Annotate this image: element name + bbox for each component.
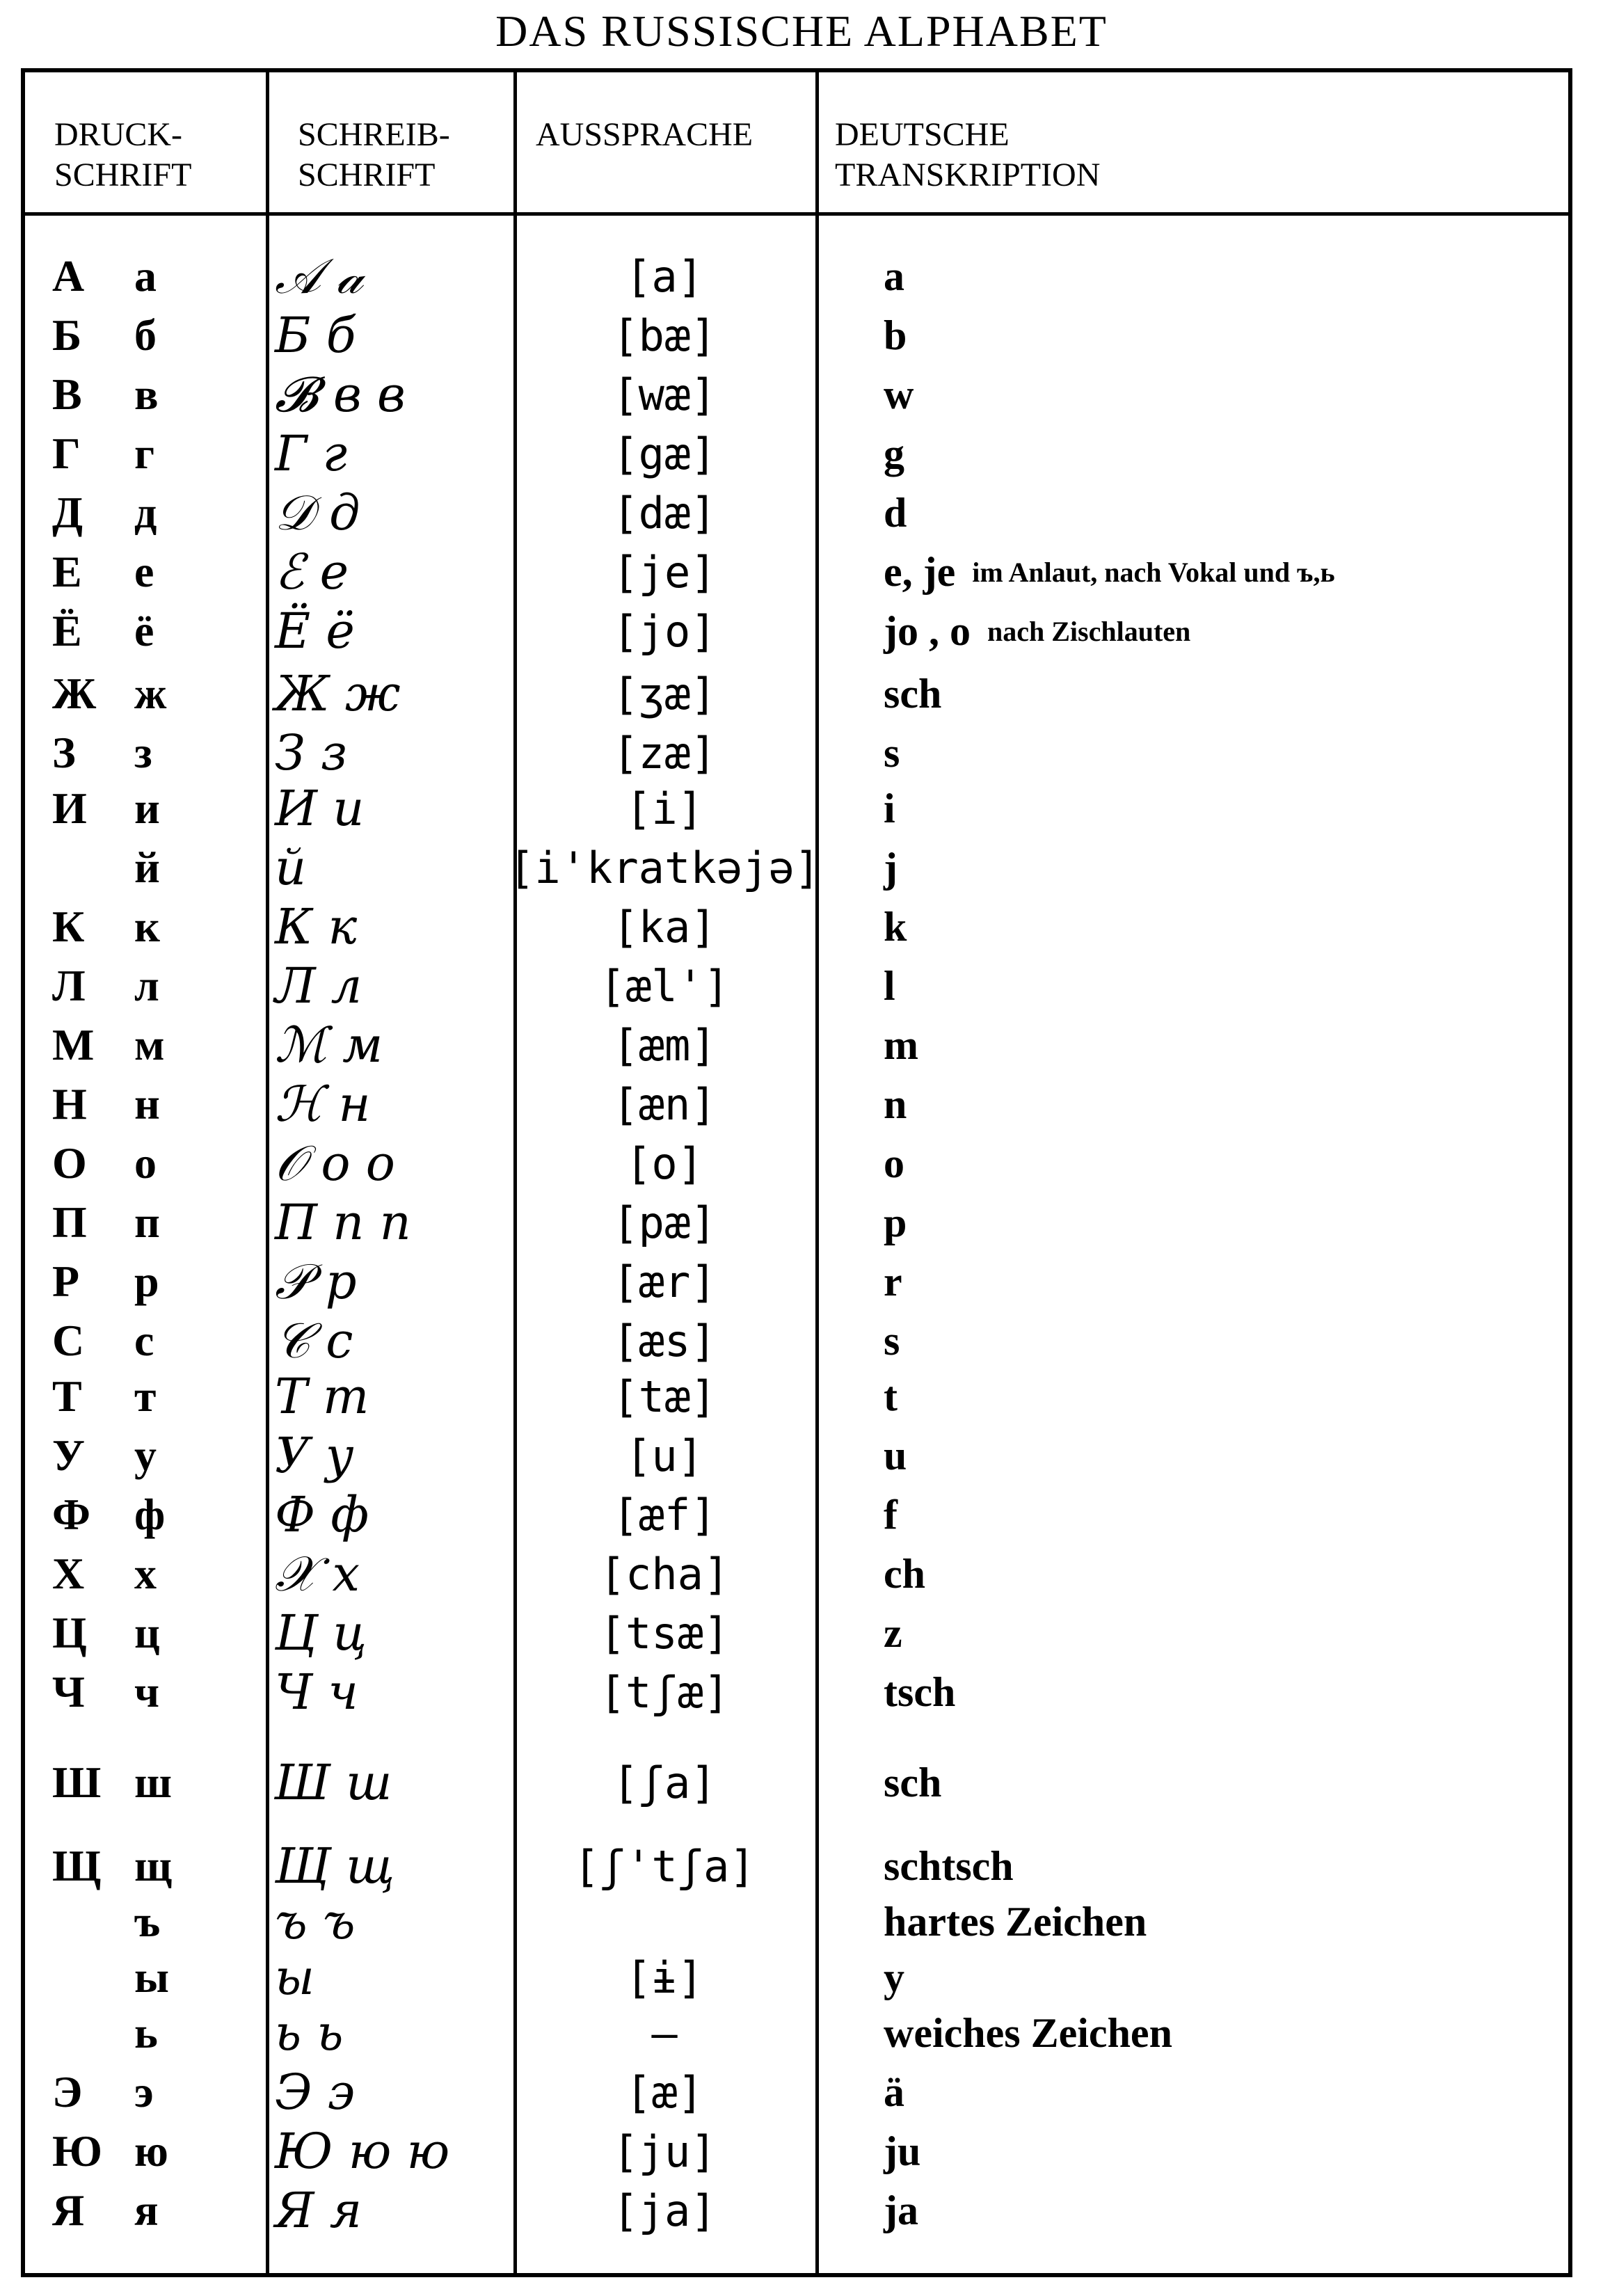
uppercase-letter: Ч bbox=[52, 1667, 85, 1716]
pronunciation-cell: [ja] bbox=[612, 2185, 717, 2236]
pronunciation-cell: [ʃ'tʃa] bbox=[573, 1840, 756, 1892]
page-title: DAS RUSSISCHE ALPHABET bbox=[495, 6, 1108, 56]
uppercase-letter: Ф bbox=[52, 1490, 90, 1539]
pronunciation-cell: [ʃa] bbox=[612, 1757, 717, 1808]
script-letter-cell: 𝒪 о о bbox=[275, 1134, 395, 1192]
lowercase-letter: е bbox=[134, 547, 154, 596]
print-letter-cell bbox=[52, 2181, 261, 2240]
print-letter-cell bbox=[52, 1837, 261, 1895]
table-row bbox=[0, 1485, 1603, 1544]
transcription-cell bbox=[884, 1663, 1565, 1721]
transcription-cell bbox=[884, 1948, 1565, 2007]
uppercase-letter: З bbox=[52, 728, 76, 777]
transcription-text: a bbox=[884, 253, 904, 299]
script-letter-cell: Ш ш bbox=[275, 1754, 392, 1811]
pronunciation-cell: [i'kratkəjə] bbox=[509, 842, 820, 893]
lowercase-letter: я bbox=[134, 2185, 159, 2235]
table-row bbox=[0, 1663, 1603, 1721]
script-letter-cell: 𝒜 𝒶 bbox=[275, 247, 363, 305]
transcription-text: hartes Zeichen bbox=[884, 1898, 1147, 1945]
transcription-cell bbox=[884, 306, 1565, 365]
script-letter-cell: Э э bbox=[275, 2064, 356, 2121]
header-divider bbox=[21, 212, 1572, 216]
lowercase-letter: й bbox=[134, 843, 160, 892]
transcription-cell bbox=[884, 957, 1565, 1015]
uppercase-letter: С bbox=[52, 1316, 85, 1365]
print-letter-cell bbox=[52, 2004, 261, 2062]
table-row bbox=[0, 602, 1603, 660]
pronunciation-cell: [ka] bbox=[612, 901, 717, 952]
header-pronunciation: AUSSPRACHE bbox=[536, 116, 753, 153]
transcription-cell bbox=[884, 1892, 1565, 1951]
transcription-text: ja bbox=[884, 2187, 918, 2233]
transcription-cell bbox=[884, 424, 1565, 483]
pronunciation-cell: [ær] bbox=[612, 1256, 717, 1307]
lowercase-letter: т bbox=[134, 1371, 157, 1421]
header-script: SCHREIB- SCHRIFT bbox=[298, 116, 450, 193]
table-row bbox=[0, 1075, 1603, 1133]
uppercase-letter: Ж bbox=[52, 669, 97, 718]
uppercase-letter: Ё bbox=[52, 606, 82, 655]
transcription-text: y bbox=[884, 1954, 904, 2000]
print-letter-cell bbox=[52, 2063, 261, 2121]
print-letter-cell bbox=[52, 1426, 261, 1485]
table-row bbox=[0, 543, 1603, 601]
transcription-text: p bbox=[884, 1199, 907, 1245]
uppercase-letter: Д bbox=[52, 488, 83, 537]
uppercase-letter: Х bbox=[52, 1549, 85, 1598]
script-letter-cell: К к bbox=[275, 898, 358, 955]
table-row bbox=[0, 1837, 1603, 1895]
transcription-cell bbox=[884, 664, 1565, 723]
script-letter-cell: ъ ъ bbox=[275, 1893, 356, 1950]
transcription-cell bbox=[884, 2181, 1565, 2240]
transcription-text: l bbox=[884, 962, 895, 1009]
lowercase-letter: ц bbox=[134, 1608, 160, 1657]
uppercase-letter: Л bbox=[52, 961, 86, 1010]
script-letter-cell: Б б bbox=[275, 307, 356, 364]
script-letter-cell: Т т bbox=[275, 1368, 369, 1425]
transcription-cell bbox=[884, 365, 1565, 424]
script-letter-cell: Ц ц bbox=[275, 1604, 367, 1661]
uppercase-letter: У bbox=[52, 1430, 85, 1480]
transcription-text: z bbox=[884, 1609, 902, 1656]
table-row bbox=[0, 2063, 1603, 2121]
transcription-text: i bbox=[884, 785, 895, 831]
lowercase-letter: а bbox=[134, 251, 157, 301]
transcription-cell bbox=[884, 2063, 1565, 2121]
pronunciation-cell: [jo] bbox=[612, 605, 717, 657]
script-letter-cell: Я я bbox=[275, 2182, 362, 2239]
transcription-text: jo , o bbox=[884, 607, 971, 654]
uppercase-letter: А bbox=[52, 251, 85, 301]
table-row bbox=[0, 1252, 1603, 1311]
transcription-text: g bbox=[884, 430, 904, 477]
print-letter-cell bbox=[52, 602, 261, 660]
pronunciation-cell: [ɨ] bbox=[625, 1952, 703, 2003]
uppercase-letter: Г bbox=[52, 429, 81, 478]
lowercase-letter: к bbox=[134, 902, 160, 951]
script-letter-cell: 𝒞 с bbox=[275, 1312, 353, 1369]
transcription-text: m bbox=[884, 1021, 918, 1068]
pronunciation-cell: [æf] bbox=[612, 1489, 717, 1540]
lowercase-letter: г bbox=[134, 429, 155, 478]
transcription-cell bbox=[884, 247, 1565, 305]
table-row bbox=[0, 779, 1603, 838]
print-letter-cell bbox=[52, 1134, 261, 1193]
script-letter-cell: 𝓑 в в bbox=[275, 365, 406, 423]
transcription-text: s bbox=[884, 729, 900, 776]
lowercase-letter: ь bbox=[134, 2008, 158, 2057]
lowercase-letter: л bbox=[134, 961, 159, 1010]
script-letter-cell: Ё ё bbox=[275, 603, 355, 660]
pronunciation-cell: [o] bbox=[625, 1138, 703, 1189]
print-letter-cell bbox=[52, 664, 261, 723]
print-letter-cell bbox=[52, 1545, 261, 1603]
table-row bbox=[0, 2181, 1603, 2240]
lowercase-letter: ъ bbox=[134, 1897, 161, 1946]
table-row bbox=[0, 484, 1603, 542]
table-row bbox=[0, 1016, 1603, 1074]
print-letter-cell bbox=[52, 1485, 261, 1544]
lowercase-letter: о bbox=[134, 1138, 157, 1188]
print-letter-cell bbox=[52, 247, 261, 305]
transcription-text: ch bbox=[884, 1550, 925, 1597]
lowercase-letter: ё bbox=[134, 606, 154, 655]
transcription-cell bbox=[884, 1837, 1565, 1895]
print-letter-cell bbox=[52, 1892, 261, 1951]
script-letter-cell: З з bbox=[275, 724, 348, 781]
pronunciation-cell: [tsæ] bbox=[599, 1607, 730, 1659]
lowercase-letter: х bbox=[134, 1549, 157, 1598]
print-letter-cell bbox=[52, 543, 261, 601]
transcription-text: tsch bbox=[884, 1668, 956, 1715]
transcription-text: sch bbox=[884, 1759, 942, 1805]
print-letter-cell bbox=[52, 484, 261, 542]
lowercase-letter: и bbox=[134, 783, 160, 833]
lowercase-letter: р bbox=[134, 1257, 159, 1306]
print-letter-cell bbox=[52, 1753, 261, 1812]
table-row bbox=[0, 1604, 1603, 1662]
header-print: DRUCK- SCHRIFT bbox=[54, 116, 192, 193]
transcription-text: schtsch bbox=[884, 1842, 1014, 1889]
transcription-cell bbox=[884, 779, 1565, 838]
script-letter-cell: У у bbox=[275, 1427, 354, 1484]
print-letter-cell bbox=[52, 1193, 261, 1252]
uppercase-letter: Н bbox=[52, 1079, 87, 1129]
table-row bbox=[0, 424, 1603, 483]
uppercase-letter: К bbox=[52, 902, 85, 951]
transcription-text: w bbox=[884, 371, 914, 417]
table-row bbox=[0, 724, 1603, 782]
transcription-cell bbox=[884, 1545, 1565, 1603]
print-letter-cell bbox=[52, 724, 261, 782]
table-row bbox=[0, 898, 1603, 956]
transcription-cell bbox=[884, 1367, 1565, 1426]
table-row bbox=[0, 1545, 1603, 1603]
pronunciation-cell: [gæ] bbox=[612, 428, 717, 479]
lowercase-letter: ж bbox=[134, 669, 167, 718]
uppercase-letter: И bbox=[52, 783, 87, 833]
table-row bbox=[0, 306, 1603, 365]
table-row bbox=[0, 1312, 1603, 1370]
script-letter-cell: П п п bbox=[275, 1194, 411, 1251]
script-letter-cell: ы bbox=[275, 1949, 315, 2006]
transcription-cell bbox=[884, 898, 1565, 956]
table-row bbox=[0, 2004, 1603, 2062]
uppercase-letter: Т bbox=[52, 1371, 82, 1421]
transcription-note: im Anlaut, nach Vokal und ъ,ь bbox=[972, 556, 1335, 588]
pronunciation-cell: [bæ] bbox=[612, 310, 717, 361]
pronunciation-cell: [tæ] bbox=[612, 1371, 717, 1422]
pronunciation-cell: [æn] bbox=[612, 1078, 717, 1130]
transcription-text: sch bbox=[884, 670, 942, 717]
lowercase-letter: м bbox=[134, 1020, 165, 1069]
print-letter-cell bbox=[52, 306, 261, 365]
transcription-cell bbox=[884, 1075, 1565, 1133]
script-letter-cell: 𝒟 д bbox=[275, 484, 360, 541]
print-letter-cell bbox=[52, 1312, 261, 1370]
script-letter-cell: ℋ н bbox=[275, 1076, 371, 1133]
pronunciation-cell: [je] bbox=[612, 546, 717, 598]
script-letter-cell: Ч ч bbox=[275, 1664, 358, 1721]
lowercase-letter: д bbox=[134, 488, 157, 537]
pronunciation-cell: [i] bbox=[625, 783, 703, 834]
uppercase-letter: Б bbox=[52, 310, 82, 360]
pronunciation-cell: [wæ] bbox=[612, 369, 717, 420]
lowercase-letter: б bbox=[134, 310, 157, 360]
transcription-cell bbox=[884, 1426, 1565, 1485]
lowercase-letter: п bbox=[134, 1197, 160, 1247]
script-letter-cell: ℳ м bbox=[275, 1017, 383, 1074]
print-letter-cell bbox=[52, 1663, 261, 1721]
print-letter-cell bbox=[52, 1604, 261, 1662]
uppercase-letter: Ш bbox=[52, 1757, 102, 1807]
transcription-text: n bbox=[884, 1081, 907, 1127]
transcription-text: t bbox=[884, 1373, 898, 1419]
uppercase-letter: Р bbox=[52, 1257, 80, 1306]
uppercase-letter: М bbox=[52, 1020, 95, 1069]
script-letter-cell: Щ щ bbox=[275, 1837, 395, 1895]
table-row bbox=[0, 838, 1603, 897]
uppercase-letter: Щ bbox=[52, 1841, 102, 1890]
header-transcription: DEUTSCHE TRANSKRIPTION bbox=[835, 116, 1101, 193]
table-row bbox=[0, 1367, 1603, 1426]
print-letter-cell bbox=[52, 1948, 261, 2007]
transcription-cell bbox=[884, 602, 1565, 660]
pronunciation-cell: [ʒæ] bbox=[612, 668, 717, 719]
lowercase-letter: в bbox=[134, 369, 159, 419]
print-letter-cell bbox=[52, 365, 261, 424]
print-letter-cell bbox=[52, 838, 261, 897]
transcription-cell bbox=[884, 1193, 1565, 1252]
table-row bbox=[0, 1426, 1603, 1485]
transcription-cell bbox=[884, 724, 1565, 782]
script-letter-cell: 𝒳 х bbox=[275, 1545, 360, 1602]
uppercase-letter: Я bbox=[52, 2185, 85, 2235]
print-letter-cell bbox=[52, 1075, 261, 1133]
transcription-text: f bbox=[884, 1491, 898, 1538]
pronunciation-cell bbox=[518, 1892, 811, 1951]
uppercase-letter: О bbox=[52, 1138, 87, 1188]
transcription-text: e, je bbox=[884, 548, 956, 595]
transcription-cell bbox=[884, 838, 1565, 897]
pronunciation-cell: [u] bbox=[625, 1430, 703, 1481]
transcription-cell bbox=[884, 1134, 1565, 1193]
uppercase-letter: Ю bbox=[52, 2126, 103, 2176]
transcription-cell bbox=[884, 2004, 1565, 2062]
script-letter-cell: й bbox=[275, 839, 307, 896]
table-row bbox=[0, 247, 1603, 305]
print-letter-cell bbox=[52, 957, 261, 1015]
transcription-text: o bbox=[884, 1140, 904, 1186]
transcription-text: d bbox=[884, 489, 907, 536]
pronunciation-cell: [æl'] bbox=[599, 960, 730, 1012]
script-letter-cell: 𝒫 р bbox=[275, 1252, 357, 1310]
table-row bbox=[0, 365, 1603, 424]
transcription-text: r bbox=[884, 1258, 902, 1305]
transcription-cell bbox=[884, 1604, 1565, 1662]
transcription-text: u bbox=[884, 1432, 907, 1478]
pronunciation-cell: [a] bbox=[625, 250, 703, 302]
pronunciation-cell: [dæ] bbox=[612, 487, 717, 539]
lowercase-letter: ю bbox=[134, 2126, 168, 2176]
pronunciation-cell: [ju] bbox=[612, 2126, 717, 2177]
lowercase-letter: з bbox=[134, 728, 152, 777]
transcription-text: j bbox=[884, 844, 898, 891]
transcription-cell bbox=[884, 1753, 1565, 1812]
print-letter-cell bbox=[52, 1367, 261, 1426]
table-row bbox=[0, 1753, 1603, 1812]
transcription-cell bbox=[884, 1312, 1565, 1370]
lowercase-letter: ф bbox=[134, 1490, 166, 1539]
lowercase-letter: ч bbox=[134, 1667, 160, 1716]
transcription-cell bbox=[884, 1016, 1565, 1074]
lowercase-letter: ы bbox=[134, 1952, 169, 2002]
transcription-cell bbox=[884, 484, 1565, 542]
transcription-cell bbox=[884, 1485, 1565, 1544]
transcription-cell bbox=[884, 2122, 1565, 2181]
pronunciation-cell: [zæ] bbox=[612, 727, 717, 779]
print-letter-cell bbox=[52, 898, 261, 956]
script-letter-cell: Ю ю ю bbox=[275, 2123, 450, 2180]
table-row bbox=[0, 1892, 1603, 1951]
script-letter-cell: ℰ е bbox=[275, 543, 349, 600]
print-letter-cell bbox=[52, 1016, 261, 1074]
transcription-text: b bbox=[884, 312, 907, 358]
script-letter-cell: ь ь bbox=[275, 2004, 344, 2062]
pronunciation-cell: [æ] bbox=[625, 2066, 703, 2118]
transcription-text: ä bbox=[884, 2068, 904, 2115]
lowercase-letter: с bbox=[134, 1316, 154, 1365]
script-letter-cell: Ж ж bbox=[275, 665, 401, 722]
pronunciation-cell: [pæ] bbox=[612, 1197, 717, 1248]
table-row bbox=[0, 957, 1603, 1015]
uppercase-letter: Ц bbox=[52, 1608, 87, 1657]
print-letter-cell bbox=[52, 424, 261, 483]
transcription-note: nach Zischlauten bbox=[987, 615, 1191, 647]
lowercase-letter: у bbox=[134, 1430, 157, 1480]
script-letter-cell: И и bbox=[275, 780, 365, 837]
print-letter-cell bbox=[52, 2122, 261, 2181]
transcription-cell bbox=[884, 1252, 1565, 1311]
table-row bbox=[0, 1134, 1603, 1193]
lowercase-letter: э bbox=[134, 2067, 154, 2116]
transcription-cell bbox=[884, 543, 1565, 601]
table-row bbox=[0, 2122, 1603, 2181]
pronunciation-cell: [æm] bbox=[612, 1019, 717, 1071]
transcription-text: weiches Zeichen bbox=[884, 2009, 1172, 2056]
uppercase-letter: Е bbox=[52, 547, 82, 596]
table-row bbox=[0, 664, 1603, 723]
pronunciation-cell: [æs] bbox=[612, 1315, 717, 1366]
transcription-text: k bbox=[884, 903, 907, 950]
lowercase-letter: щ bbox=[134, 1841, 173, 1890]
print-letter-cell bbox=[52, 1252, 261, 1311]
transcription-text: ju bbox=[884, 2128, 921, 2174]
pronunciation-cell: – bbox=[651, 2007, 678, 2059]
script-letter-cell: Г г bbox=[275, 425, 347, 482]
transcription-text: s bbox=[884, 1317, 900, 1364]
uppercase-letter: П bbox=[52, 1197, 87, 1247]
print-letter-cell bbox=[52, 779, 261, 838]
uppercase-letter: Э bbox=[52, 2067, 83, 2116]
table-row bbox=[0, 1193, 1603, 1252]
script-letter-cell: Л л bbox=[275, 957, 362, 1014]
lowercase-letter: ш bbox=[134, 1757, 173, 1807]
table-row bbox=[0, 1948, 1603, 2007]
pronunciation-cell: [tʃæ] bbox=[599, 1666, 730, 1718]
script-letter-cell: Ф ф bbox=[275, 1486, 369, 1543]
uppercase-letter: В bbox=[52, 369, 82, 419]
lowercase-letter: н bbox=[134, 1079, 160, 1129]
pronunciation-cell: [cha] bbox=[599, 1548, 730, 1600]
